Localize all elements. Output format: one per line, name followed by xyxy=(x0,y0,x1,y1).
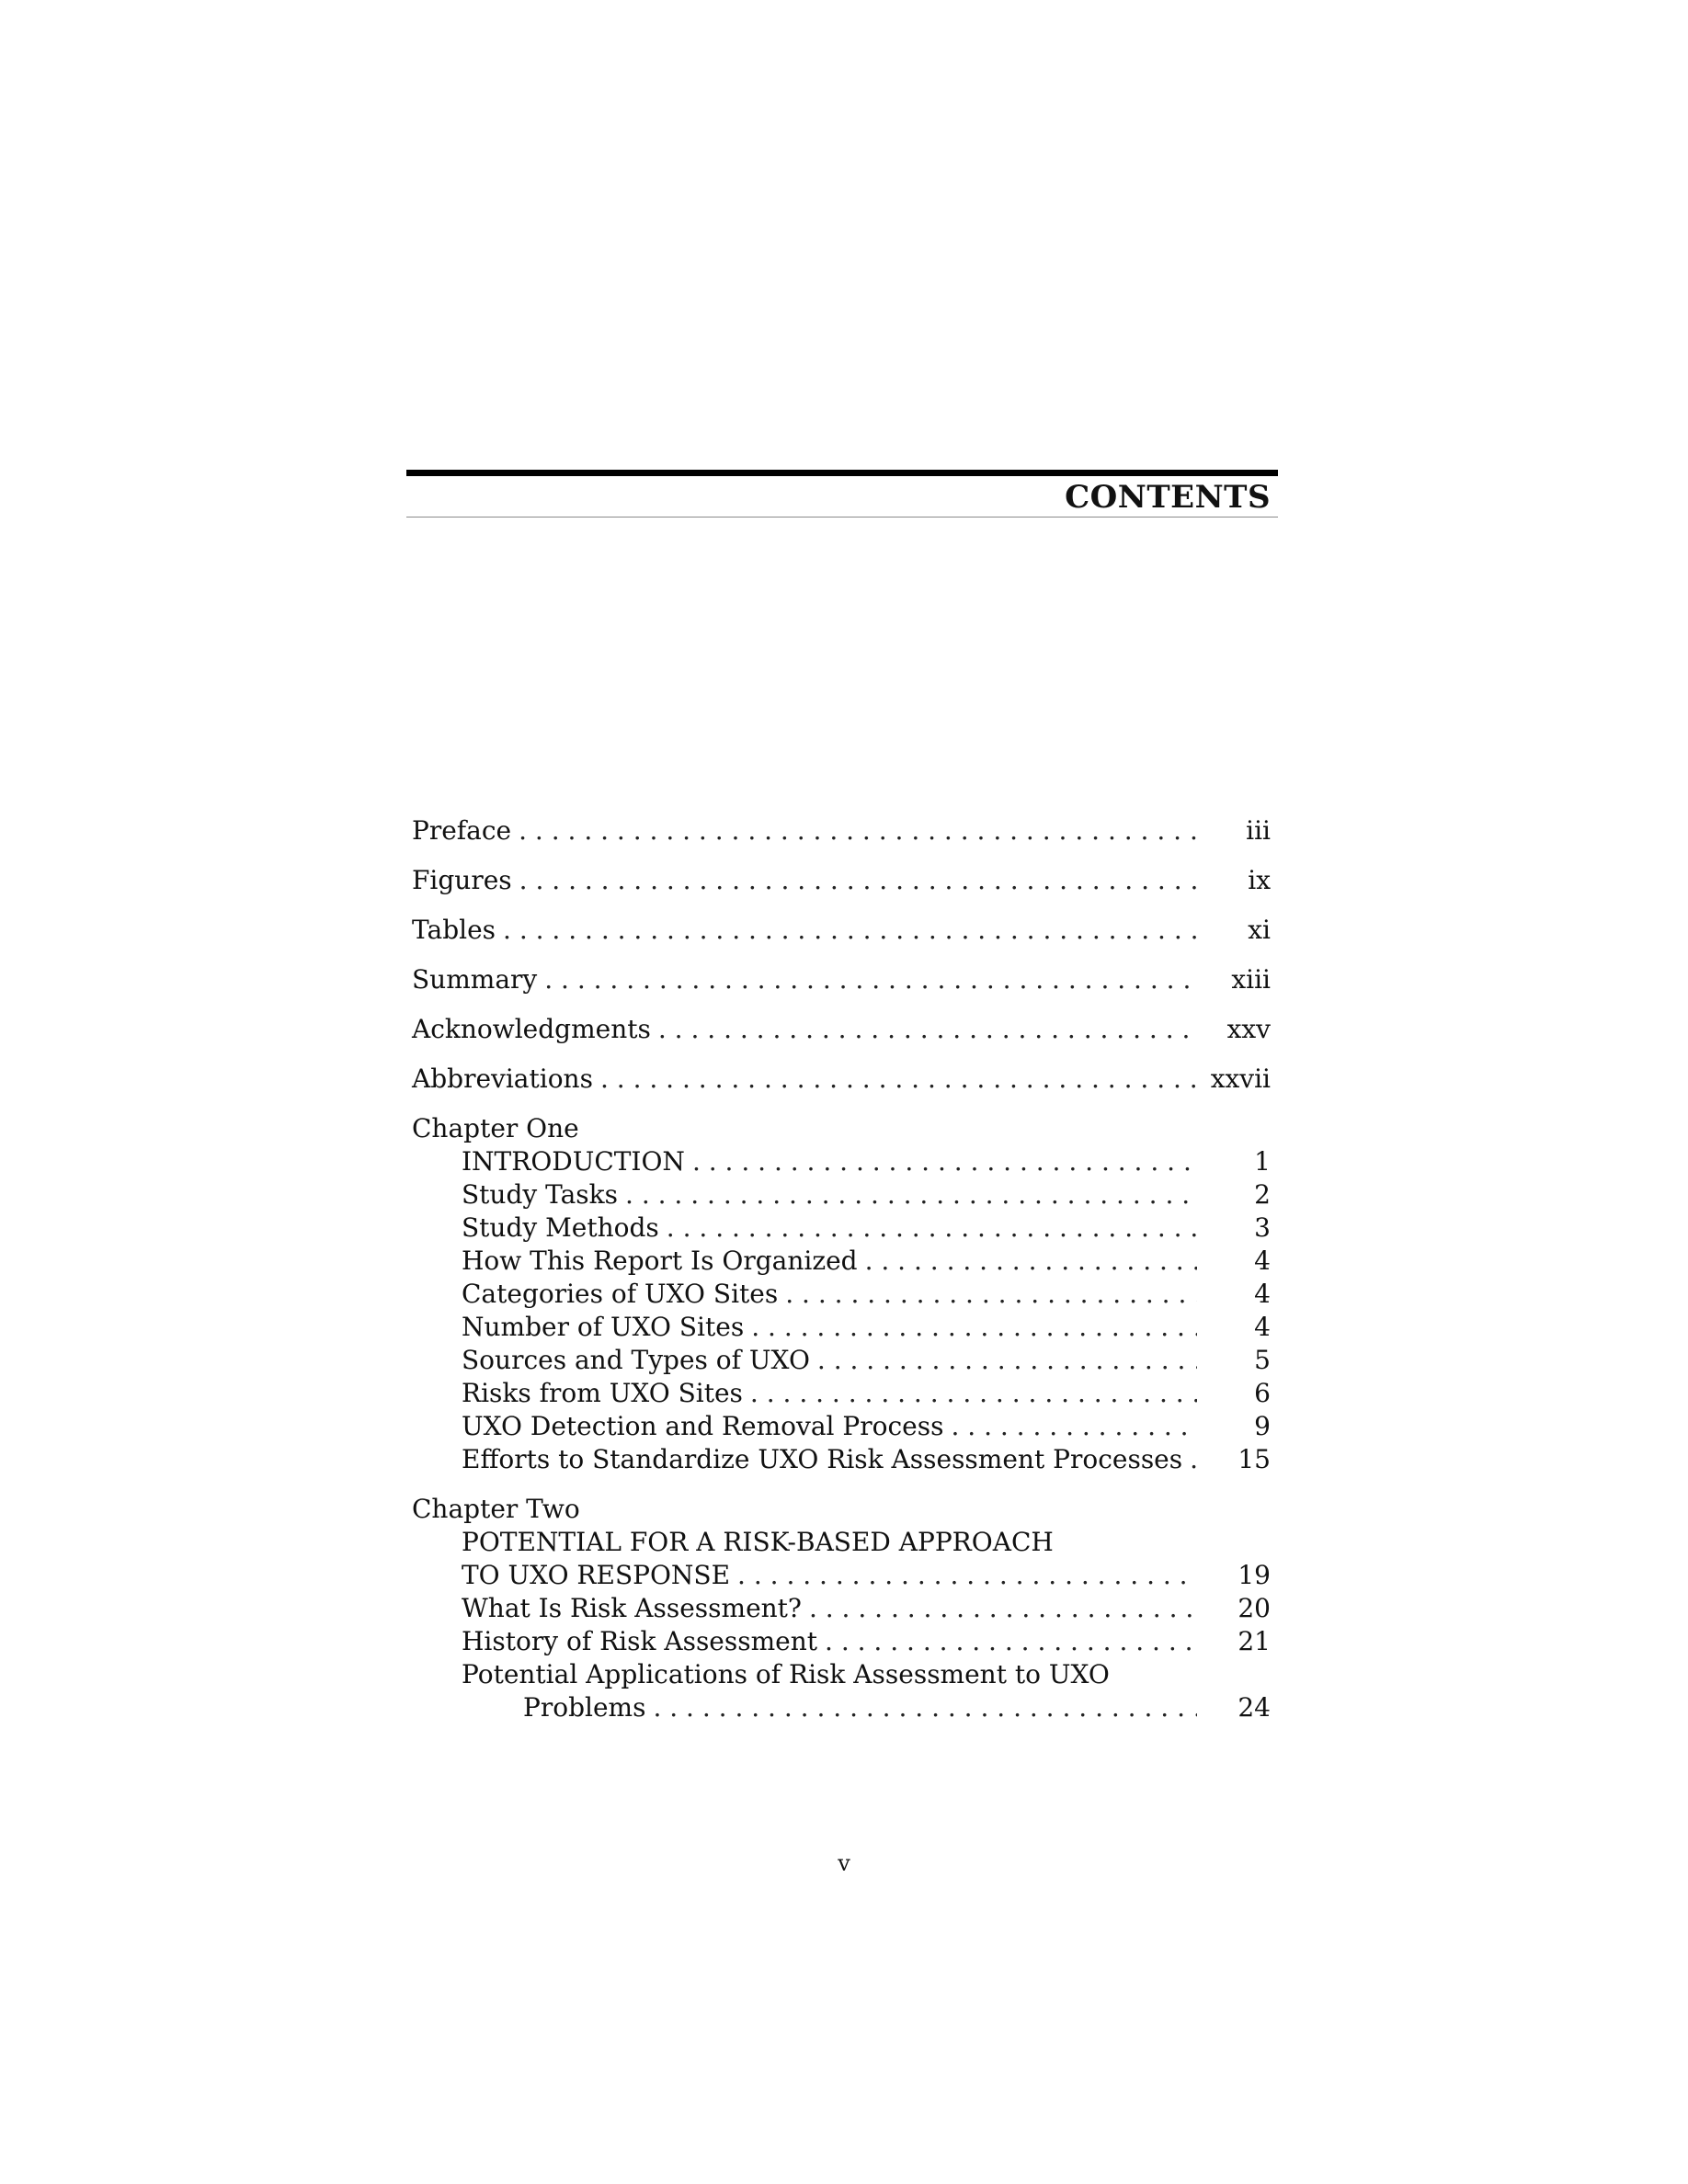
toc-entry-title: Tables xyxy=(412,915,496,945)
toc-entry-page: ix xyxy=(1248,865,1271,895)
dot-leader xyxy=(809,1592,1197,1625)
chapter-one-block xyxy=(412,1112,1271,1476)
toc-entry-title: UXO Detection and Removal Process xyxy=(462,1411,944,1441)
toc-chapter-title-line[interactable] xyxy=(412,1526,1271,1559)
toc-entry-page: 2 xyxy=(1254,1179,1271,1210)
toc-entry-title: Risks from UXO Sites xyxy=(462,1378,743,1408)
toc-section[interactable] xyxy=(412,1377,1271,1410)
table-of-contents xyxy=(412,814,1271,1741)
dot-leader xyxy=(544,963,1197,996)
dot-leader xyxy=(658,1013,1197,1046)
toc-entry-title: Study Tasks xyxy=(462,1179,619,1210)
toc-entry-title: Study Methods xyxy=(462,1212,659,1243)
page-title: CONTENTS xyxy=(1065,479,1271,516)
toc-section[interactable] xyxy=(412,1443,1271,1476)
toc-section[interactable] xyxy=(412,1410,1271,1443)
toc-entry-page: 4 xyxy=(1254,1279,1271,1309)
header-rule-thin xyxy=(406,517,1278,518)
toc-entry-page: 9 xyxy=(1254,1411,1271,1441)
dot-leader xyxy=(1190,1443,1197,1476)
toc-entry-title: Categories of UXO Sites xyxy=(462,1279,779,1309)
toc-entry-page: 20 xyxy=(1237,1593,1271,1623)
dot-leader xyxy=(750,1377,1197,1410)
toc-entry-page: xiii xyxy=(1231,964,1271,995)
toc-entry-page: 24 xyxy=(1237,1692,1271,1723)
toc-section[interactable] xyxy=(412,1211,1271,1245)
toc-entry-title: How This Report Is Organized xyxy=(462,1246,858,1276)
dot-leader xyxy=(625,1178,1197,1211)
toc-entry-page: xxvii xyxy=(1210,1064,1271,1094)
toc-entry-page: 4 xyxy=(1254,1246,1271,1276)
toc-entry-page: iii xyxy=(1246,815,1271,846)
toc-entry-page: xi xyxy=(1248,915,1271,945)
dot-leader xyxy=(503,914,1197,947)
page-number: v xyxy=(838,1850,850,1876)
toc-entry-title: Potential Applications of Risk Assessment to UXO xyxy=(462,1659,1110,1689)
dot-leader xyxy=(692,1145,1197,1178)
toc-entry-page: xxv xyxy=(1226,1014,1271,1044)
toc-entry-title: INTRODUCTION xyxy=(462,1146,685,1177)
toc-section[interactable] xyxy=(412,1311,1271,1344)
dot-leader xyxy=(825,1625,1197,1658)
toc-section[interactable] xyxy=(412,1691,1271,1724)
toc-entry-title: TO UXO RESPONSE xyxy=(462,1560,731,1590)
toc-entry-page: 1 xyxy=(1254,1146,1271,1177)
toc-chapter-title[interactable] xyxy=(412,1559,1271,1592)
toc-entry-page: 15 xyxy=(1237,1444,1271,1474)
toc-section[interactable] xyxy=(412,1178,1271,1211)
dot-leader xyxy=(519,814,1197,847)
chapter-two-block xyxy=(412,1493,1271,1724)
dot-leader xyxy=(667,1211,1197,1245)
toc-section[interactable] xyxy=(412,1245,1271,1278)
toc-entry-tables[interactable] xyxy=(412,914,1271,947)
toc-entry-title: POTENTIAL FOR A RISK-BASED APPROACH xyxy=(462,1527,1054,1557)
toc-entry-page: 3 xyxy=(1254,1212,1271,1243)
toc-entry-title: Abbreviations xyxy=(412,1064,593,1094)
dot-leader xyxy=(600,1063,1197,1096)
dot-leader xyxy=(817,1344,1197,1377)
chapter-label: Chapter One xyxy=(412,1113,579,1143)
toc-entry-figures[interactable] xyxy=(412,864,1271,897)
dot-leader xyxy=(865,1245,1197,1278)
toc-entry-preface[interactable] xyxy=(412,814,1271,847)
dot-leader xyxy=(737,1559,1197,1592)
toc-entry-page: 19 xyxy=(1237,1560,1271,1590)
toc-entry-acknowledgments[interactable] xyxy=(412,1013,1271,1046)
chapter-label: Chapter Two xyxy=(412,1494,580,1524)
toc-entry-title: Acknowledgments xyxy=(412,1014,651,1044)
toc-entry-title: What Is Risk Assessment? xyxy=(462,1593,802,1623)
toc-entry-title: Figures xyxy=(412,865,512,895)
toc-entry-title: Problems xyxy=(523,1692,646,1723)
toc-section[interactable] xyxy=(412,1344,1271,1377)
toc-entry-title: History of Risk Assessment xyxy=(462,1626,818,1656)
header-rule-thick xyxy=(406,470,1278,476)
dot-leader xyxy=(951,1410,1197,1443)
dot-leader xyxy=(519,864,1197,897)
toc-entry-title: Efforts to Standardize UXO Risk Assessment Processes xyxy=(462,1444,1183,1474)
toc-entry-page: 6 xyxy=(1254,1378,1271,1408)
dot-leader xyxy=(785,1278,1197,1311)
toc-entry-title: Sources and Types of UXO xyxy=(462,1345,810,1375)
toc-section-line[interactable] xyxy=(412,1658,1271,1691)
dot-leader xyxy=(751,1311,1197,1344)
toc-entry-title: Number of UXO Sites xyxy=(462,1312,745,1342)
toc-entry-page: 4 xyxy=(1254,1312,1271,1342)
toc-entry-abbreviations[interactable] xyxy=(412,1063,1271,1096)
toc-entry-page: 21 xyxy=(1237,1626,1271,1656)
toc-entry-title: Summary xyxy=(412,964,538,995)
toc-entry-page: 5 xyxy=(1254,1345,1271,1375)
toc-section[interactable] xyxy=(412,1592,1271,1625)
toc-section[interactable] xyxy=(412,1625,1271,1658)
toc-entry-title: Preface xyxy=(412,815,512,846)
toc-chapter-title[interactable] xyxy=(412,1145,1271,1178)
dot-leader xyxy=(653,1691,1197,1724)
toc-entry-summary[interactable] xyxy=(412,963,1271,996)
toc-section[interactable] xyxy=(412,1278,1271,1311)
